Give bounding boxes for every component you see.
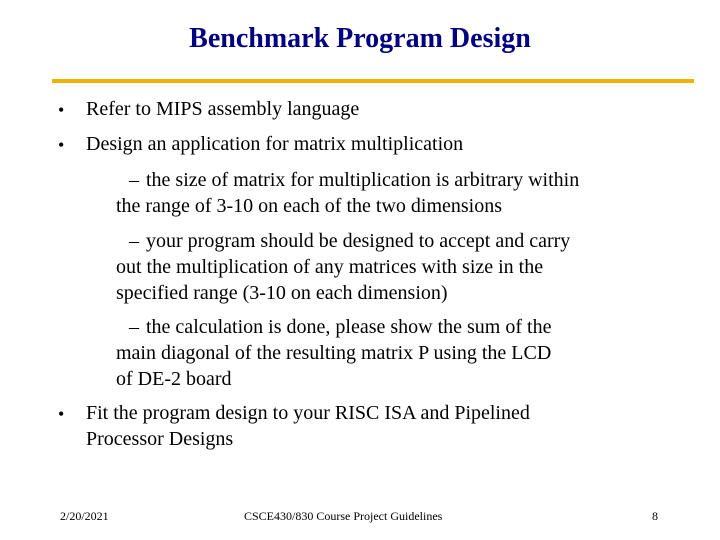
title-underline [52, 79, 694, 83]
bullet-text: Refer to MIPS assembly language [86, 98, 360, 120]
bullet-marker: • [58, 100, 65, 120]
sub-bullet-line: the range of 3-10 on each of the two dimensions [116, 195, 503, 217]
footer-page-number: 8 [652, 509, 658, 523]
slide-title: Benchmark Program Design [189, 23, 531, 54]
bullet-marker: • [58, 404, 65, 424]
sub-bullet-line: specified range (3-10 on each dimension) [116, 282, 448, 304]
bullet-text: Design an application for matrix multiplication [86, 133, 464, 155]
sub-bullet-text [146, 168, 579, 192]
sub-bullet-line: main diagonal of the resulting matrix P using the LCD [116, 342, 552, 364]
bullet-text: Processor Designs [86, 428, 234, 450]
sub-bullet-marker: – [129, 169, 139, 191]
bullet-marker: • [58, 135, 65, 155]
footer-date: 2/20/2021 [60, 509, 109, 523]
sub-bullet-marker: – [129, 316, 139, 338]
sub-bullet-line: the size of matrix for multiplication is arbitrary within [146, 169, 580, 191]
bullet-text: Fit the program design to your RISC ISA and Pipelined [86, 402, 530, 424]
sub-bullet-line: the calculation is done, please show the sum of the [146, 316, 552, 338]
footer-title: CSCE430/830 Course Project Guidelines [244, 509, 443, 523]
sub-bullet-line: out the multiplication of any matrices with size in the [116, 256, 544, 278]
sub-bullet-marker: – [129, 230, 139, 252]
sub-bullet-line: your program should be designed to accept and carry [146, 230, 571, 252]
sub-bullet-line: of DE-2 board [116, 368, 232, 390]
